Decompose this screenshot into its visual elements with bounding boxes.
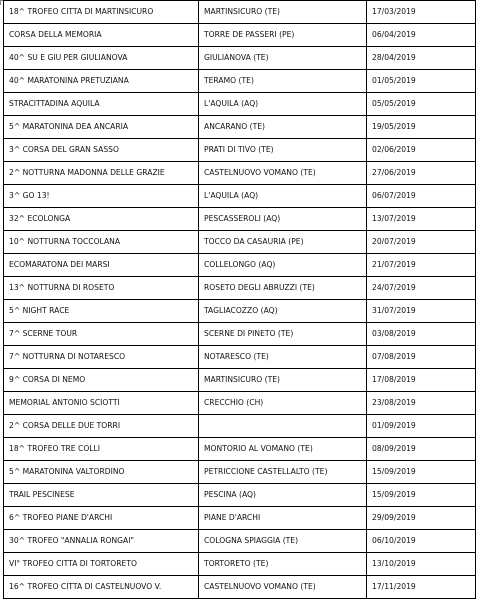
table-row — [4, 231, 476, 254]
event-place-cell: TORTORETO (TE) — [199, 553, 367, 576]
events-table-body — [4, 1, 476, 599]
event-date-cell: 17/11/2019 — [367, 576, 476, 599]
event-name-cell: 7^ SCERNE TOUR — [4, 323, 199, 346]
table-row — [4, 93, 476, 116]
table-row — [4, 530, 476, 553]
table-row — [4, 369, 476, 392]
event-name-cell: VI° TROFEO CITTA DI TORTORETO — [4, 553, 199, 576]
event-place-cell: CASTELNUOVO VOMANO (TE) — [199, 576, 367, 599]
event-name-cell: 6^ TROFEO PIANE D'ARCHI — [4, 507, 199, 530]
event-place-cell: TORRE DE PASSERI (PE) — [199, 24, 367, 47]
event-date-cell: 01/09/2019 — [367, 415, 476, 438]
event-date-cell: 07/08/2019 — [367, 346, 476, 369]
events-table — [3, 0, 476, 599]
event-date-cell: 15/09/2019 — [367, 484, 476, 507]
event-name-cell: 5^ MARATONINA DEA ANCARIA — [4, 116, 199, 139]
event-place-cell: TOCCO DA CASAURIA (PE) — [199, 231, 367, 254]
event-date-cell: 19/05/2019 — [367, 116, 476, 139]
event-name-cell: 5^ NIGHT RACE — [4, 300, 199, 323]
event-date-cell: 03/08/2019 — [367, 323, 476, 346]
table-row — [4, 254, 476, 277]
table-row — [4, 116, 476, 139]
table-row — [4, 346, 476, 369]
event-date-cell: 28/04/2019 — [367, 47, 476, 70]
table-row — [4, 323, 476, 346]
table-row — [4, 438, 476, 461]
event-name-cell: ECOMARATONA DEI MARSI — [4, 254, 199, 277]
event-date-cell: 20/07/2019 — [367, 231, 476, 254]
event-place-cell: COLOGNA SPIAGGIA (TE) — [199, 530, 367, 553]
table-row — [4, 185, 476, 208]
table-row — [4, 277, 476, 300]
event-date-cell: 17/08/2019 — [367, 369, 476, 392]
event-name-cell: 5^ MARATONINA VALTORDINO — [4, 461, 199, 484]
event-place-cell: ROSETO DEGLI ABRUZZI (TE) — [199, 277, 367, 300]
table-row — [4, 576, 476, 599]
event-date-cell: 02/06/2019 — [367, 139, 476, 162]
event-date-cell: 06/07/2019 — [367, 185, 476, 208]
table-row — [4, 415, 476, 438]
table-row — [4, 47, 476, 70]
event-name-cell: 13^ NOTTURNA DI ROSETO — [4, 277, 199, 300]
event-name-cell: 7^ NOTTURNA DI NOTARESCO — [4, 346, 199, 369]
table-row — [4, 70, 476, 93]
table-row — [4, 300, 476, 323]
event-date-cell: 06/04/2019 — [367, 24, 476, 47]
event-date-cell: 17/03/2019 — [367, 1, 476, 24]
event-date-cell: 21/07/2019 — [367, 254, 476, 277]
event-name-cell: 3^ GO 13! — [4, 185, 199, 208]
event-place-cell: PETRICCIONE CASTELLALTO (TE) — [199, 461, 367, 484]
table-row — [4, 162, 476, 185]
event-date-cell: 05/05/2019 — [367, 93, 476, 116]
event-date-cell: 13/10/2019 — [367, 553, 476, 576]
event-date-cell: 23/08/2019 — [367, 392, 476, 415]
event-name-cell: 18^ TROFEO CITTA DI MARTINSICURO — [4, 1, 199, 24]
event-date-cell: 06/10/2019 — [367, 530, 476, 553]
event-place-cell: MARTINSICURO (TE) — [199, 1, 367, 24]
event-name-cell: 3^ CORSA DEL GRAN SASSO — [4, 139, 199, 162]
event-name-cell: 2^ CORSA DELLE DUE TORRI — [4, 415, 199, 438]
event-name-cell: CORSA DELLA MEMORIA — [4, 24, 199, 47]
event-name-cell: 16^ TROFEO CITTA DI CASTELNUOVO V. — [4, 576, 199, 599]
event-name-cell: 10^ NOTTURNA TOCCOLANA — [4, 231, 199, 254]
event-name-cell: 40^ MARATONINA PRETUZIANA — [4, 70, 199, 93]
event-name-cell: 18^ TROFEO TRE COLLI — [4, 438, 199, 461]
event-place-cell: MARTINSICURO (TE) — [199, 369, 367, 392]
event-place-cell: CRECCHIO (CH) — [199, 392, 367, 415]
event-place-cell: TAGLIACOZZO (AQ) — [199, 300, 367, 323]
event-place-cell: ANCARANO (TE) — [199, 116, 367, 139]
event-place-cell: GIULIANOVA (TE) — [199, 47, 367, 70]
event-place-cell: COLLELONGO (AQ) — [199, 254, 367, 277]
event-date-cell: 08/09/2019 — [367, 438, 476, 461]
event-place-cell: L'AQUILA (AQ) — [199, 185, 367, 208]
event-date-cell: 24/07/2019 — [367, 277, 476, 300]
event-place-cell: SCERNE DI PINETO (TE) — [199, 323, 367, 346]
event-place-cell: L'AQUILA (AQ) — [199, 93, 367, 116]
event-date-cell: 27/06/2019 — [367, 162, 476, 185]
event-place-cell: TERAMO (TE) — [199, 70, 367, 93]
event-place-cell: PIANE D'ARCHI — [199, 507, 367, 530]
event-date-cell: 29/09/2019 — [367, 507, 476, 530]
event-name-cell: 2^ NOTTURNA MADONNA DELLE GRAZIE — [4, 162, 199, 185]
event-name-cell: 9^ CORSA DI NEMO — [4, 369, 199, 392]
event-name-cell: TRAIL PESCINESE — [4, 484, 199, 507]
event-place-cell: PRATI DI TIVO (TE) — [199, 139, 367, 162]
table-row — [4, 507, 476, 530]
event-date-cell: 15/09/2019 — [367, 461, 476, 484]
table-row — [4, 461, 476, 484]
event-date-cell: 13/07/2019 — [367, 208, 476, 231]
event-place-cell: PESCASSEROLI (AQ) — [199, 208, 367, 231]
table-row — [4, 553, 476, 576]
table-row — [4, 24, 476, 47]
event-date-cell: 01/05/2019 — [367, 70, 476, 93]
table-row — [4, 1, 476, 24]
event-name-cell: MEMORIAL ANTONIO SCIOTTI — [4, 392, 199, 415]
table-row — [4, 392, 476, 415]
event-place-cell: MONTORIO AL VOMANO (TE) — [199, 438, 367, 461]
table-row — [4, 484, 476, 507]
event-name-cell: STRACITTADINA AQUILA — [4, 93, 199, 116]
event-place-cell: NOTARESCO (TE) — [199, 346, 367, 369]
event-name-cell: 30^ TROFEO "ANNALIA RONGAI" — [4, 530, 199, 553]
table-row — [4, 208, 476, 231]
event-date-cell: 31/07/2019 — [367, 300, 476, 323]
event-place-cell: CASTELNUOVO VOMANO (TE) — [199, 162, 367, 185]
event-place-cell — [199, 415, 367, 438]
event-name-cell: 32^ ECOLONGA — [4, 208, 199, 231]
table-row — [4, 139, 476, 162]
event-place-cell: PESCINA (AQ) — [199, 484, 367, 507]
event-name-cell: 40^ SU E GIU PER GIULIANOVA — [4, 47, 199, 70]
